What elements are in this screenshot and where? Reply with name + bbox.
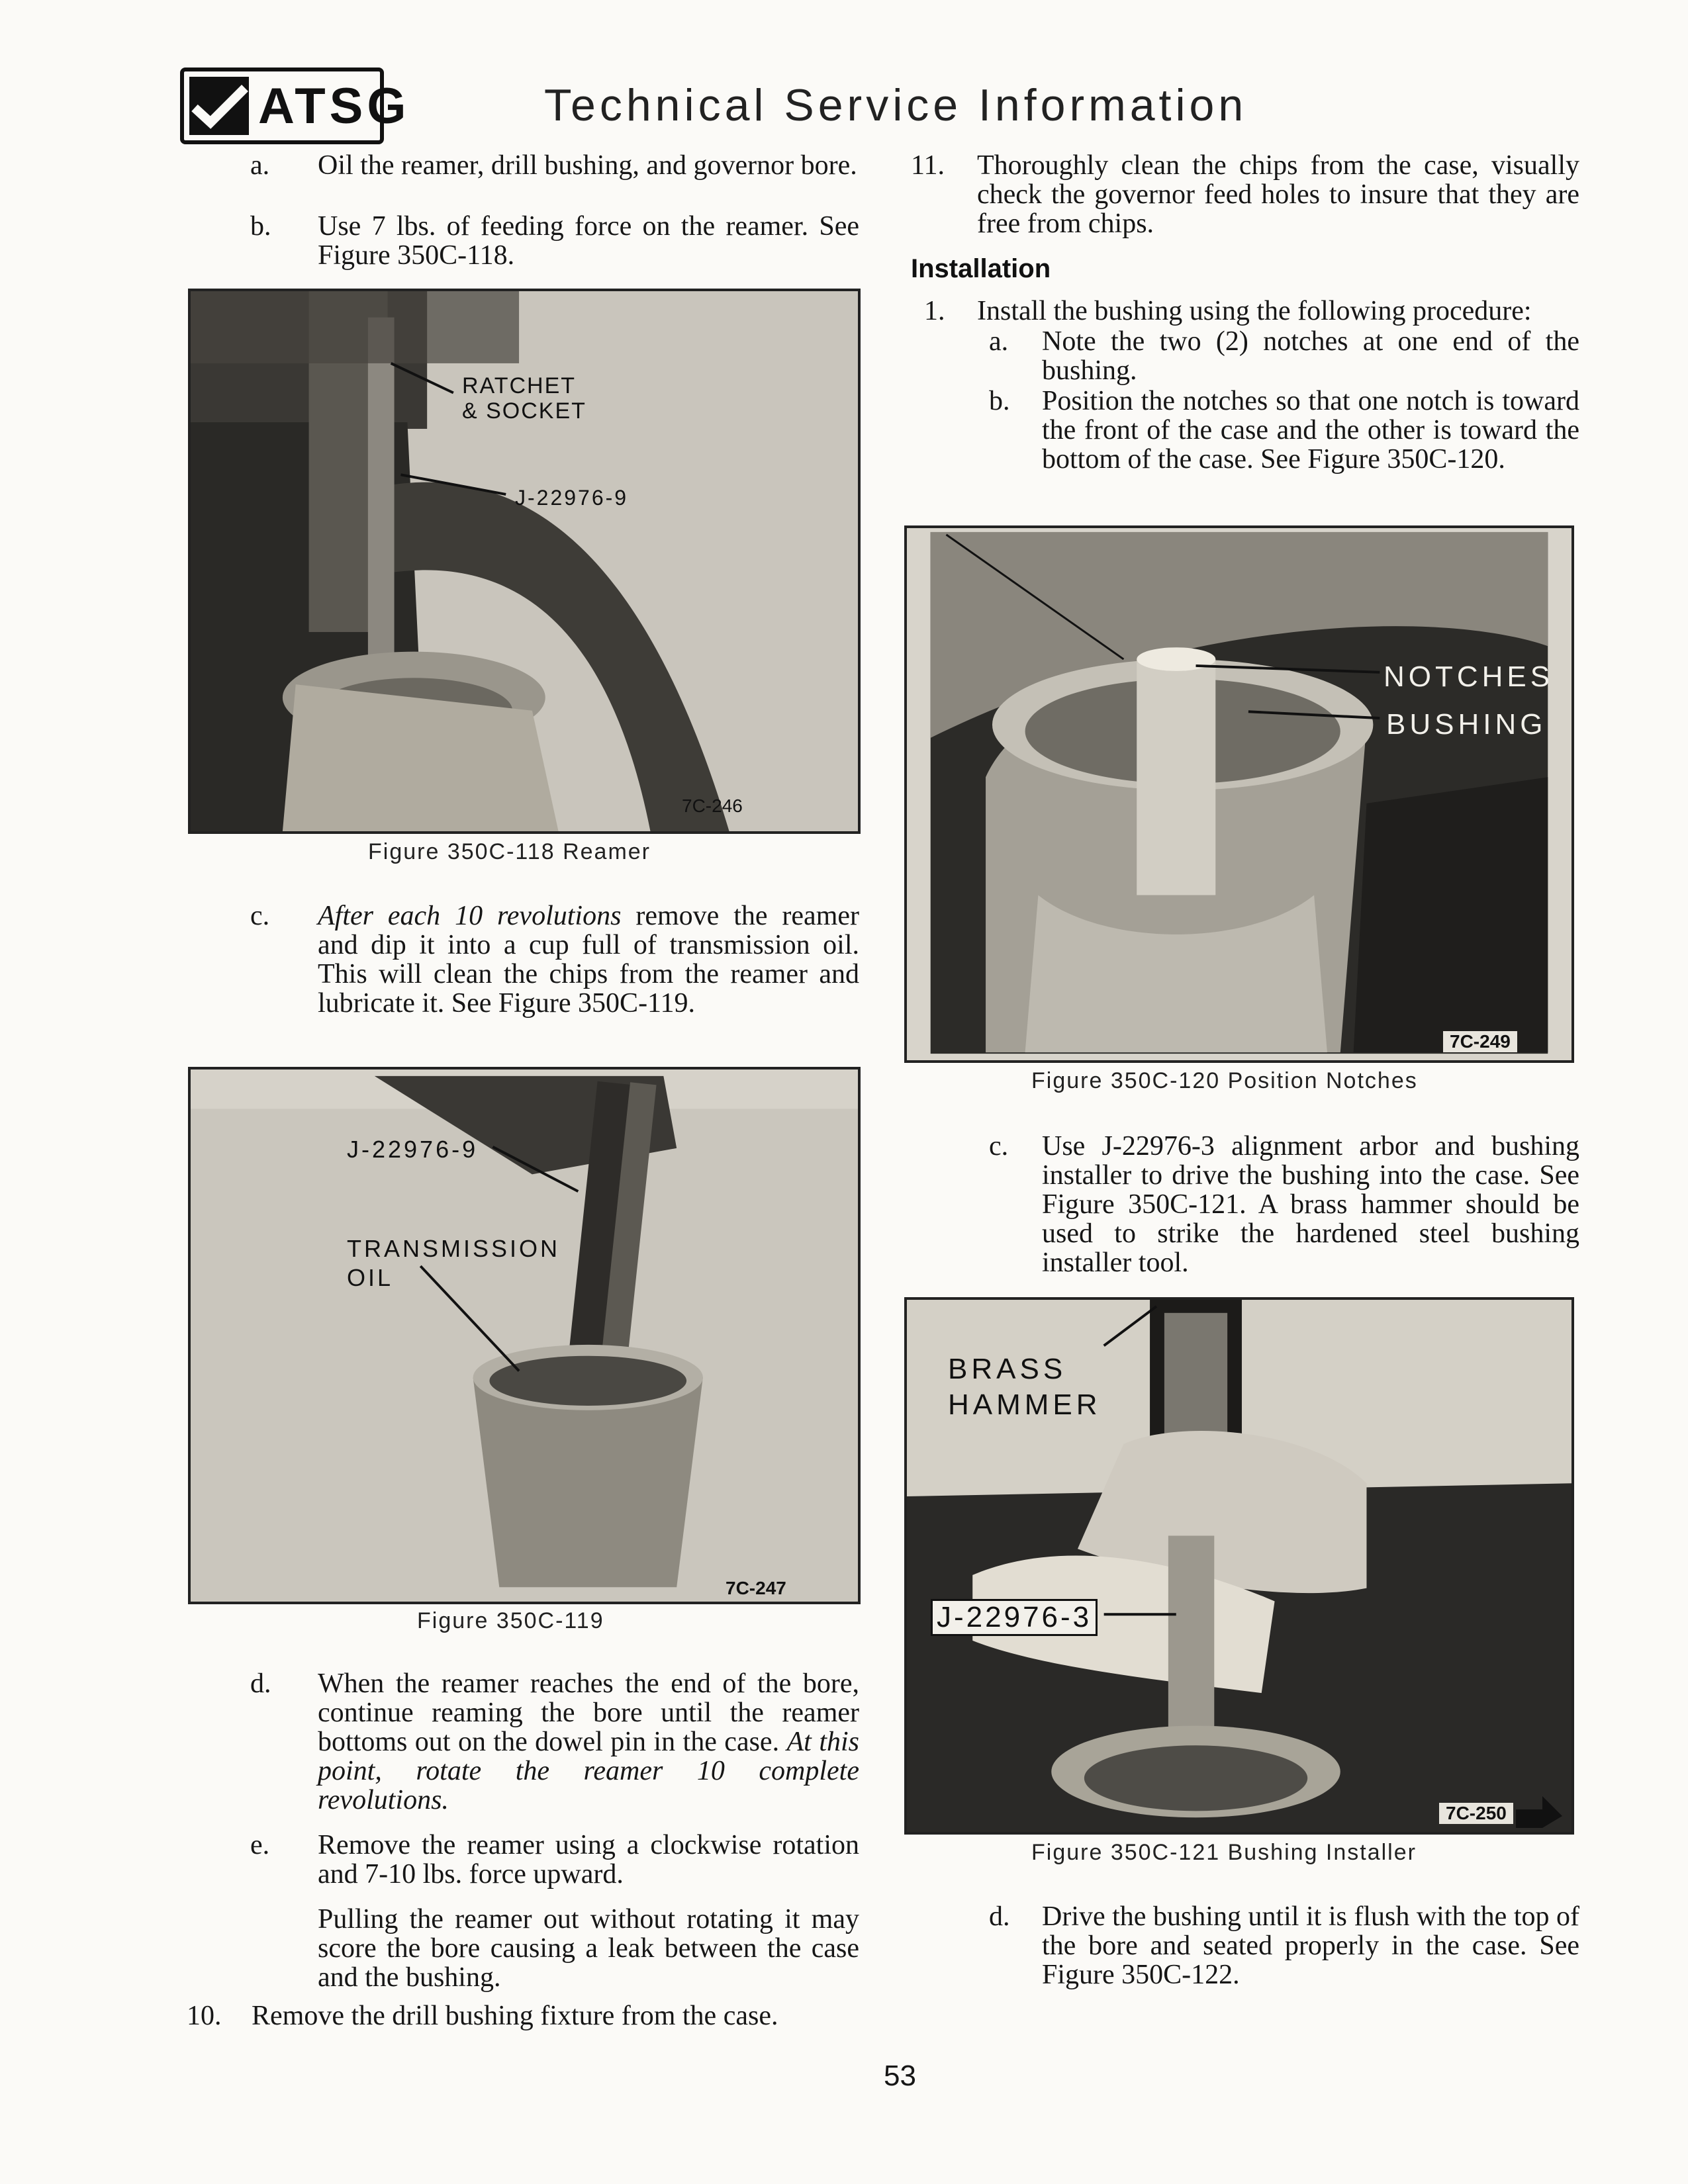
list-text: Note the two (2) notches at one end of the bushing. bbox=[1042, 326, 1579, 386]
callout-tool-number: J-22976-9 bbox=[515, 486, 629, 510]
note-text: Pulling the reamer out without rotating it may score the bore causing a leak between the case and the bushing. bbox=[318, 1904, 859, 1993]
atsg-arrow-icon bbox=[1516, 1796, 1562, 1829]
figure-350c-118-photo bbox=[188, 289, 861, 834]
callout-notches: NOTCHES bbox=[1383, 660, 1554, 693]
callout-tool-number: J-22976-9 bbox=[347, 1136, 479, 1163]
list-label: c. bbox=[989, 1131, 1009, 1161]
callout-oil: OIL bbox=[347, 1264, 394, 1291]
list-label: 1. bbox=[924, 296, 945, 326]
figure-caption: Figure 350C-120 Position Notches bbox=[1031, 1068, 1418, 1093]
atsg-logo bbox=[180, 68, 410, 144]
figure-caption: Figure 350C-121 Bushing Installer bbox=[1031, 1840, 1417, 1865]
callout-transmission: TRANSMISSION bbox=[347, 1235, 561, 1262]
callout-socket: & SOCKET bbox=[462, 398, 586, 424]
list-label: 11. bbox=[911, 150, 945, 181]
reamer-photo-illustration bbox=[191, 291, 858, 831]
body-text: remove the reamer and dip it into a cup full of transmission oil. This will clean the chips from the reamer and lubricate it. See Figure 350C-119. bbox=[318, 901, 859, 1019]
list-text: Oil the reamer, drill bushing, and governor bore. bbox=[318, 150, 857, 181]
transmission-oil-cup-illustration bbox=[191, 1069, 858, 1602]
italic-text: At this point, rotate the reamer 10 complete revolutions. bbox=[318, 1727, 859, 1815]
checkmark-icon bbox=[189, 77, 249, 135]
list-label: d. bbox=[250, 1668, 271, 1699]
list-label: e. bbox=[250, 1830, 270, 1860]
callout-hammer: HAMMER bbox=[948, 1388, 1102, 1421]
list-text: Remove the reamer using a clockwise rotation and 7-10 lbs. force upward. bbox=[318, 1830, 859, 1889]
body-text: When the reamer reaches the end of the bore, continue reaming the bore until the reamer bottoms out on the dowel pin in the case. bbox=[318, 1668, 859, 1757]
figure-350c-120-photo bbox=[904, 525, 1574, 1063]
list-text: Use 7 lbs. of feeding force on the reamer. See Figure 350C-118. bbox=[318, 211, 859, 271]
list-label: a. bbox=[250, 150, 270, 181]
callout-bushing: BUSHING bbox=[1386, 708, 1547, 741]
figure-code: 7C-249 bbox=[1443, 1031, 1517, 1052]
list-label: 10. bbox=[187, 2001, 222, 2031]
figure-caption: Figure 350C-119 bbox=[417, 1608, 604, 1633]
page-header-title: Technical Service Information bbox=[544, 80, 1248, 130]
italic-text: After each 10 revolutions bbox=[318, 901, 622, 931]
callout-tool-number: J-22976-3 bbox=[931, 1599, 1098, 1636]
figure-350c-119-photo bbox=[188, 1067, 861, 1604]
list-text: Position the notches so that one notch is toward the front of the case and the other is toward the bottom of the case. See Figure 350C-120. bbox=[1042, 386, 1579, 475]
list-label: a. bbox=[989, 326, 1009, 357]
callout-ratchet: RATCHET bbox=[462, 373, 577, 398]
list-text: Use J-22976-3 alignment arbor and bushing installer to drive the bushing into the case. See Figure 350C-121. A brass hammer should be used to strike the hardened steel bushing installer tool. bbox=[1042, 1131, 1579, 1278]
list-text: Install the bushing using the following procedure: bbox=[977, 296, 1532, 326]
list-label: b. bbox=[989, 386, 1010, 416]
logo-text: ATSG bbox=[258, 77, 410, 134]
figure-code: 7C-246 bbox=[682, 796, 743, 816]
bushing-notches-illustration bbox=[907, 528, 1571, 1060]
list-text bbox=[318, 901, 859, 1018]
figure-code: 7C-250 bbox=[1439, 1803, 1513, 1824]
list-text: Drive the bushing until it is flush with the top of the bore and seated properly in the case. See Figure 350C-122. bbox=[1042, 1901, 1579, 1990]
figure-350c-121-photo bbox=[904, 1297, 1574, 1835]
list-text bbox=[318, 1669, 859, 1815]
list-label: b. bbox=[250, 211, 271, 242]
figure-code: 7C-247 bbox=[726, 1578, 786, 1598]
list-text: Thoroughly clean the chips from the case, visually check the governor feed holes to insure that they are free from chips. bbox=[977, 150, 1579, 239]
page-number: 53 bbox=[884, 2060, 916, 2092]
list-label: d. bbox=[989, 1901, 1010, 1932]
callout-brass: BRASS bbox=[948, 1353, 1067, 1385]
figure-caption: Figure 350C-118 Reamer bbox=[368, 839, 651, 864]
section-heading: Installation bbox=[911, 254, 1051, 283]
list-label: c. bbox=[250, 901, 270, 931]
list-text: Remove the drill bushing fixture from the case. bbox=[252, 2001, 778, 2031]
